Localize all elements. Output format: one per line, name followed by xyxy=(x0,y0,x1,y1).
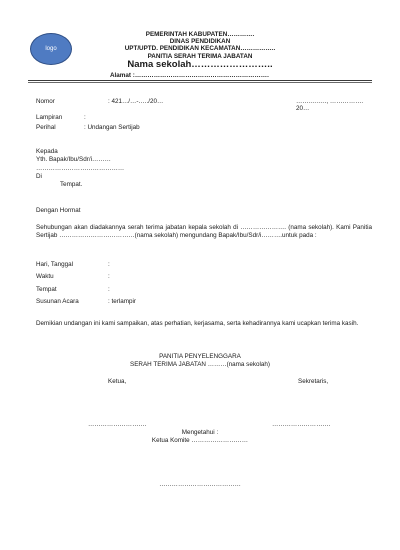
perihal-label: Perihal xyxy=(36,124,56,131)
ketua-label: Ketua, xyxy=(108,378,127,385)
header-upt: UPT/UPTD. PENDIDIKAN KECAMATAN…………….. xyxy=(124,45,276,52)
ketua-signature-dots: ………………………. xyxy=(88,421,147,428)
sekretaris-signature-dots: ………………………. xyxy=(272,421,331,428)
recipient-di: Di xyxy=(36,173,42,180)
header-department: DINAS PENDIDIKAN xyxy=(169,38,231,45)
mengetahui-label: Mengetahui : xyxy=(181,429,219,436)
ketua-komite-label: Ketua Komite ……………………… xyxy=(151,437,249,444)
greeting: Dengan Hormat xyxy=(36,207,81,214)
header-address: Alamat :………………………………………………………. xyxy=(110,72,269,79)
lampiran-label: Lampiran xyxy=(36,114,63,121)
recipient-kepada: Kepada xyxy=(36,148,58,155)
lampiran-value: : xyxy=(84,114,86,121)
detail-label-date: Hari, Tanggal xyxy=(36,261,73,268)
detail-value-time: : xyxy=(108,273,110,280)
header-rule-thin xyxy=(28,82,372,83)
committee-title: PANITIA PENYELENGGARA xyxy=(159,353,241,360)
paragraph-intro: Sehubungan akan diadakannya serah terima jabatan kepala sekolah di …………………. (nama sekolah). Kami Panitia Sertijab ………………………………(nama sekolah) mengundang Bapak/Ibu/Sdr/i……….untuk pada : xyxy=(36,224,372,240)
header-school-name: Nama sekolah…………………….. xyxy=(127,59,273,70)
letter-date: ……….….., ……………. 20… xyxy=(296,98,364,113)
detail-value-agenda: : terlampir xyxy=(108,298,136,305)
detail-label-time: Waktu xyxy=(36,273,54,280)
nomor-label: Nomor xyxy=(36,98,55,105)
detail-value-place: : xyxy=(108,286,110,293)
recipient-yth: Yth. Bapak/Ibu/Sdr/i……… xyxy=(36,156,111,163)
logo-text: logo xyxy=(45,45,57,52)
detail-label-agenda: Susunan Acara xyxy=(36,298,79,305)
committee-subtitle: SERAH TERIMA JABATAN ………(nama sekolah) xyxy=(130,361,270,368)
paragraph-closing: Demikian undangan ini kami sampaikan, atas perhatian, kerjasama, serta kehadirannya kami ucapkan terima kasih. xyxy=(36,320,359,327)
header-committee: PANITIA SERAH TERIMA JABATAN xyxy=(147,53,253,60)
header-rule-thick xyxy=(28,80,372,81)
detail-label-place: Tempat xyxy=(36,286,57,293)
komite-signature-dots: ………………………………… xyxy=(159,481,241,488)
detail-value-date: : xyxy=(108,261,110,268)
nomor-value: : 421…/…-…../20… xyxy=(108,98,164,105)
header-government: PEMERINTAH KABUPATEN…………. xyxy=(145,31,255,38)
recipient-dots: …………………………………… xyxy=(36,165,125,172)
perihal-value: : Undangan Sertijab xyxy=(84,124,140,131)
sekretaris-label: Sekretaris, xyxy=(298,378,329,385)
school-logo xyxy=(30,33,72,65)
recipient-tempat: Tempat. xyxy=(60,181,83,188)
